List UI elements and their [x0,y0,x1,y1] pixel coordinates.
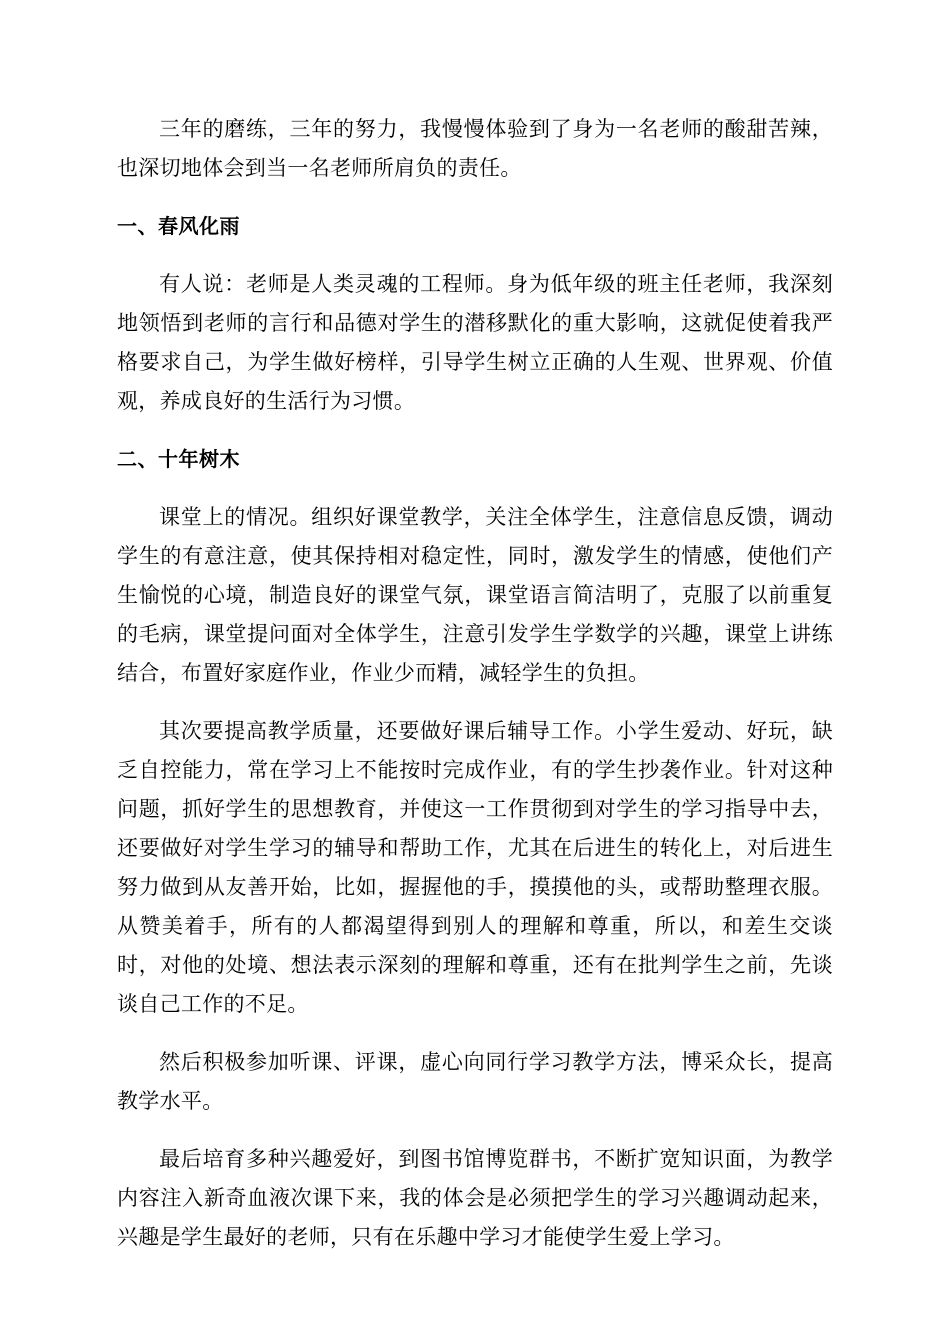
document-body [117,110,833,1276]
section2-paragraph-3: 然后积极参加听课、评课，虚心向同行学习教学方法，博采众长，提高教学水平。 [117,1050,833,1113]
section2-paragraph-4: 最后培育多种兴趣爱好，到图书馆博览群书，不断扩宽知识面，为教学内容注入新奇血液次课下来，我的体会是必须把学生的学习兴趣调动起来，兴趣是学生最好的老师，只有在乐趣中学习才能使学生爱上学习。 [117,1147,833,1249]
section-heading-1: 一、春风化雨 [117,214,240,238]
section2-paragraph-1: 课堂上的情况。组织好课堂教学，关注全体学生，注意信息反馈，调动学生的有意注意，使其保持相对稳定性，同时，激发学生的情感，使他们产生愉悦的心境，制造良好的课堂气氛，课堂语言简洁明了，克服了以前重复的毛病，课堂提问面对全体学生，注意引发学生学数学的兴趣，课堂上讲练结合，布置好家庭作业，作业少而精，减轻学生的负担。 [117,505,833,685]
section-heading-2: 二、十年树木 [117,447,240,471]
section2-paragraph-2: 其次要提高教学质量，还要做好课后辅导工作。小学生爱动、好玩，缺乏自控能力，常在学习上不能按时完成作业，有的学生抄袭作业。针对这种问题，抓好学生的思想教育，并使这一工作贯彻到对学生的学习指导中去，还要做好对学生学习的辅导和帮助工作，尤其在后进生的转化上，对后进生努力做到从友善开始，比如，握握他的手，摸摸他的头，或帮助整理衣服。从赞美着手，所有的人都渴望得到别人的理解和尊重，所以，和差生交谈时，对他的处境、想法表示深刻的理解和尊重，还有在批判学生之前，先谈谈自己工作的不足。 [117,719,833,1016]
intro-paragraph: 三年的磨练，三年的努力，我慢慢体验到了身为一名老师的酸甜苦辣，也深切地体会到当一名老师所肩负的责任。 [117,117,833,180]
section1-paragraph-1: 有人说：老师是人类灵魂的工程师。身为低年级的班主任老师，我深刻地领悟到老师的言行和品德对学生的潜移默化的重大影响，这就促使着我严格要求自己，为学生做好榜样，引导学生树立正确的人生观、世界观、价值观，养成良好的生活行为习惯。 [117,272,833,413]
